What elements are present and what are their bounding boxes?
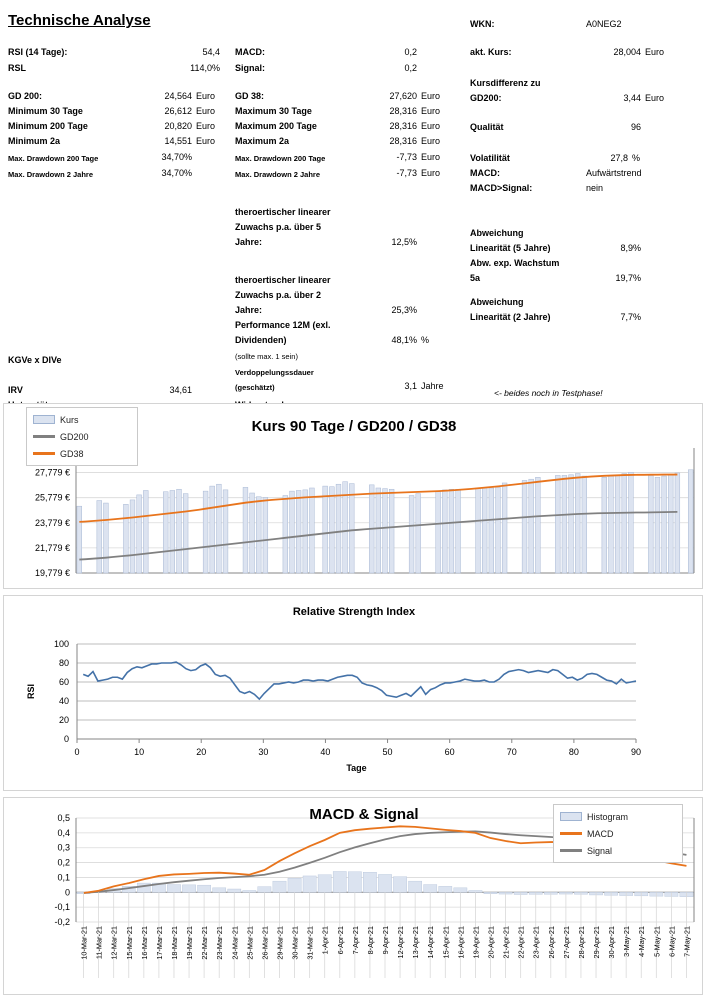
svg-text:23,779 €: 23,779 € xyxy=(34,517,70,528)
svg-text:70: 70 xyxy=(506,747,517,757)
legend-item-gd38 xyxy=(33,445,131,462)
legend-item-signal xyxy=(560,842,676,859)
svg-text:90: 90 xyxy=(630,747,642,757)
field-value-perf12m: 48,1% xyxy=(391,335,417,345)
field-unit-max200: Euro xyxy=(421,121,441,131)
svg-text:24-Mar-21: 24-Mar-21 xyxy=(230,926,240,960)
field-label-dd200-b: Max. Drawdown 200 Tage xyxy=(235,154,326,163)
field-label-gd38: GD 38: xyxy=(235,91,265,101)
svg-text:0,2: 0,2 xyxy=(57,857,70,868)
field-value-irv: 34,61 xyxy=(169,385,192,395)
svg-text:14-Apr-21: 14-Apr-21 xyxy=(426,926,436,959)
note-testphase: <- beides noch in Testphase! xyxy=(494,388,603,398)
svg-text:80: 80 xyxy=(568,747,579,757)
svg-text:10-Mar-21: 10-Mar-21 xyxy=(79,926,89,960)
technical-analysis-header xyxy=(0,0,706,400)
field-label-volatilitaet: Volatilität xyxy=(470,153,510,163)
chart-rsi-title: Relative Strength Index xyxy=(292,606,416,618)
field-value-verdopplung: 3,1 xyxy=(404,381,417,391)
field-label-akt-kurs: akt. Kurs: xyxy=(470,47,512,57)
svg-text:0,1: 0,1 xyxy=(57,872,70,883)
svg-text:20: 20 xyxy=(58,715,69,725)
field-label-dd2y-b: Max. Drawdown 2 Jahre xyxy=(235,170,321,179)
field-value-max2a: 28,316 xyxy=(389,136,417,146)
field-label-signal: Signal: xyxy=(235,63,266,73)
svg-text:7-Apr-21: 7-Apr-21 xyxy=(350,926,360,955)
field-label-kgve-dive: KGVe x DIVe xyxy=(8,355,62,365)
svg-text:0,5: 0,5 xyxy=(57,813,70,823)
field-value-rsi: 54,4 xyxy=(202,47,220,57)
page-title: Technische Analyse xyxy=(8,12,151,29)
svg-text:1-Apr-21: 1-Apr-21 xyxy=(320,926,330,955)
field-unit-dd200-b: Euro xyxy=(421,152,441,162)
field-label-sollte-max: (sollte max. 1 sein) xyxy=(235,352,298,361)
field-value-max200: 28,316 xyxy=(389,121,417,131)
field-unit-max30: Euro xyxy=(421,106,441,116)
chart-macd-title: MACD & Signal xyxy=(309,806,419,823)
chart-macd xyxy=(3,797,703,995)
field-value-min30: 26,612 xyxy=(164,106,192,116)
field-label-lin2-2: Zuwachs p.a. über 2 xyxy=(235,290,322,300)
svg-text:30-Apr-21: 30-Apr-21 xyxy=(607,926,617,959)
legend-item-gd200 xyxy=(33,428,131,445)
legend-swatch-gd38-icon xyxy=(33,452,55,455)
field-label-verdopplung-1: Verdoppelungssdauer xyxy=(235,368,314,377)
svg-text:40: 40 xyxy=(320,747,331,757)
field-value-gd200: 24,564 xyxy=(164,91,192,101)
field-value-dd2y-b: -7,73 xyxy=(396,168,417,178)
field-unit-min30: Euro xyxy=(196,106,216,116)
field-label-verdopplung-2: (geschätzt) xyxy=(235,383,275,392)
svg-text:0,4: 0,4 xyxy=(57,827,70,838)
svg-text:19,779 €: 19,779 € xyxy=(34,568,70,578)
svg-text:27,779 €: 27,779 € xyxy=(34,467,70,478)
field-value-gd38: 27,620 xyxy=(389,91,417,101)
svg-text:-0,2: -0,2 xyxy=(54,917,70,927)
field-value-macd-gt-signal: nein xyxy=(586,183,604,193)
field-label-lin5-2: Zuwachs p.a. über 5 xyxy=(235,222,322,232)
legend-swatch-histogram-icon xyxy=(560,812,582,821)
field-value-wkn: A0NEG2 xyxy=(586,19,622,29)
svg-text:25-Mar-21: 25-Mar-21 xyxy=(245,926,255,960)
field-value-volatilitaet: 27,8 xyxy=(610,153,628,163)
svg-text:50: 50 xyxy=(382,747,393,757)
field-value-dd200-b: -7,73 xyxy=(396,152,417,162)
field-unit-kursdiff: Euro xyxy=(645,93,665,103)
svg-text:31-Mar-21: 31-Mar-21 xyxy=(305,926,315,960)
field-value-abw-exp: 19,7% xyxy=(615,273,641,283)
field-label-lin5-1: theroertischer linearer xyxy=(235,207,331,217)
svg-text:12-Apr-21: 12-Apr-21 xyxy=(396,926,406,959)
svg-text:28-Apr-21: 28-Apr-21 xyxy=(576,926,586,959)
chart-kurs-90-tage xyxy=(3,403,703,589)
field-label-dd2y: Max. Drawdown 2 Jahre xyxy=(8,170,94,179)
field-unit-dd2y-b: Euro xyxy=(421,168,441,178)
svg-text:0,3: 0,3 xyxy=(57,842,70,853)
field-label-perf12m-1: Performance 12M (exl. xyxy=(235,320,331,330)
svg-text:26-Mar-21: 26-Mar-21 xyxy=(260,926,270,960)
field-label-lin5-3: Jahre: xyxy=(235,237,263,247)
legend-label-gd38: GD38 xyxy=(60,448,84,459)
svg-text:12-Mar-21: 12-Mar-21 xyxy=(109,926,119,960)
svg-text:15-Mar-21: 15-Mar-21 xyxy=(124,926,134,960)
field-label-qualitaet: Qualität xyxy=(470,122,504,132)
field-unit-max2a: Euro xyxy=(421,136,441,146)
field-label-lin2-3: Jahre: xyxy=(235,305,263,315)
field-label-irv: IRV xyxy=(8,385,23,395)
field-value-akt-kurs: 28,004 xyxy=(613,47,641,57)
field-label-kursdiff-2: GD200: xyxy=(470,93,502,103)
svg-text:27-Apr-21: 27-Apr-21 xyxy=(561,926,571,959)
field-label-wkn: WKN: xyxy=(470,19,495,29)
field-label-max30: Maximum 30 Tage xyxy=(235,106,312,116)
svg-text:16-Mar-21: 16-Mar-21 xyxy=(139,926,149,960)
field-value-dd2y: 34,70% xyxy=(161,168,192,178)
field-label-rsi: RSI (14 Tage): xyxy=(8,47,68,57)
field-label-rsl: RSL xyxy=(8,63,26,73)
field-unit-gd38: Euro xyxy=(421,91,441,101)
field-label-min30: Minimum 30 Tage xyxy=(8,106,83,116)
legend-swatch-gd200-icon xyxy=(33,435,55,438)
svg-text:60: 60 xyxy=(444,747,455,757)
svg-text:60: 60 xyxy=(58,677,69,687)
svg-text:20: 20 xyxy=(196,747,207,757)
svg-text:25,779 €: 25,779 € xyxy=(34,492,70,503)
svg-text:3-May-21: 3-May-21 xyxy=(622,926,632,957)
svg-text:23-Apr-21: 23-Apr-21 xyxy=(531,926,541,959)
svg-text:40: 40 xyxy=(58,696,69,706)
svg-text:30: 30 xyxy=(258,747,269,757)
field-label-abw-lin5-2: Linearität (5 Jahre) xyxy=(470,243,551,253)
svg-text:18-Mar-21: 18-Mar-21 xyxy=(169,926,179,960)
field-value-dd200: 34,70% xyxy=(161,152,192,162)
svg-text:16-Apr-21: 16-Apr-21 xyxy=(456,926,466,959)
svg-text:19-Apr-21: 19-Apr-21 xyxy=(471,926,481,959)
svg-text:RSI: RSI xyxy=(26,683,36,700)
svg-text:4-May-21: 4-May-21 xyxy=(637,926,647,957)
field-unit-akt-kurs: Euro xyxy=(645,47,665,57)
svg-text:23-Mar-21: 23-Mar-21 xyxy=(215,926,225,960)
chart-macd-legend xyxy=(553,804,683,863)
svg-text:19-Mar-21: 19-Mar-21 xyxy=(185,926,195,960)
svg-text:10: 10 xyxy=(134,747,145,757)
field-value-qualitaet: 96 xyxy=(630,122,641,132)
svg-text:0: 0 xyxy=(63,734,69,744)
svg-text:6-Apr-21: 6-Apr-21 xyxy=(335,926,345,955)
svg-text:9-Apr-21: 9-Apr-21 xyxy=(381,926,390,955)
field-value-max30: 28,316 xyxy=(389,106,417,116)
svg-text:15-Apr-21: 15-Apr-21 xyxy=(441,926,451,959)
legend-item-histogram xyxy=(560,808,676,825)
field-label-max200: Maximum 200 Tage xyxy=(235,121,317,131)
chart-kurs-title: Kurs 90 Tage / GD200 / GD38 xyxy=(251,418,457,435)
legend-item-kurs xyxy=(33,411,131,428)
svg-text:26-Apr-21: 26-Apr-21 xyxy=(546,926,556,959)
legend-label-gd200: GD200 xyxy=(60,431,89,442)
field-unit-min2a: Euro xyxy=(196,136,216,146)
field-label-max2a: Maximum 2a xyxy=(235,136,290,146)
svg-text:29-Apr-21: 29-Apr-21 xyxy=(592,926,602,959)
field-value-macd: 0,2 xyxy=(404,47,417,57)
svg-text:30-Mar-21: 30-Mar-21 xyxy=(290,926,300,960)
field-label-abw-lin5-1: Abweichung xyxy=(470,228,524,238)
field-label-macd-trend: MACD: xyxy=(470,168,500,178)
legend-swatch-kurs-icon xyxy=(33,415,55,424)
field-unit-gd200: Euro xyxy=(196,91,216,101)
legend-label-histogram: Histogram xyxy=(587,811,629,822)
svg-text:6-May-21: 6-May-21 xyxy=(667,926,677,957)
legend-label-macd: MACD xyxy=(587,828,614,839)
svg-text:11-Mar-21: 11-Mar-21 xyxy=(94,926,104,960)
svg-text:0: 0 xyxy=(64,887,70,898)
field-value-min2a: 14,551 xyxy=(164,136,192,146)
svg-text:21-Apr-21: 21-Apr-21 xyxy=(501,926,511,959)
field-label-abw-lin2-2: Linearität (2 Jahre) xyxy=(470,312,551,322)
field-unit-perf12m: % xyxy=(421,335,430,345)
field-label-perf12m-2: Dividenden) xyxy=(235,335,287,345)
svg-text:100: 100 xyxy=(53,639,69,649)
field-label-min2a: Minimum 2a xyxy=(8,136,61,146)
legend-label-signal: Signal xyxy=(587,845,613,856)
svg-text:-0,1: -0,1 xyxy=(54,902,70,913)
field-label-kursdiff-1: Kursdifferenz zu xyxy=(470,78,541,88)
field-value-min200: 20,820 xyxy=(164,121,192,131)
legend-item-macd xyxy=(560,825,676,842)
chart-kurs-legend xyxy=(26,407,138,466)
chart-rsi-plot xyxy=(4,596,702,790)
legend-label-kurs: Kurs xyxy=(60,414,79,425)
field-value-abw-lin2: 7,7% xyxy=(620,312,641,322)
svg-text:5-May-21: 5-May-21 xyxy=(652,926,662,957)
field-unit-min200: Euro xyxy=(196,121,216,131)
svg-text:21,779 €: 21,779 € xyxy=(34,542,70,553)
field-value-abw-lin5: 8,9% xyxy=(620,243,641,253)
field-label-abw-exp-2: 5a xyxy=(470,273,481,283)
field-value-lin2: 25,3% xyxy=(391,305,417,315)
svg-text:29-Mar-21: 29-Mar-21 xyxy=(275,926,285,960)
field-label-dd200: Max. Drawdown 200 Tage xyxy=(8,154,99,163)
svg-text:0: 0 xyxy=(74,747,80,757)
field-label-gd200: GD 200: xyxy=(8,91,43,101)
field-label-macd: MACD: xyxy=(235,47,265,57)
field-unit-volatilitaet: % xyxy=(632,153,641,163)
svg-text:20-Apr-21: 20-Apr-21 xyxy=(486,926,496,959)
chart-rsi xyxy=(3,595,703,791)
field-unit-verdopplung: Jahre xyxy=(421,381,444,391)
svg-text:22-Apr-21: 22-Apr-21 xyxy=(516,926,526,959)
field-value-signal: 0,2 xyxy=(404,63,417,73)
field-label-abw-lin2-1: Abweichung xyxy=(470,297,524,307)
svg-text:8-Apr-21: 8-Apr-21 xyxy=(365,926,375,955)
svg-text:Tage: Tage xyxy=(346,763,367,773)
field-label-abw-exp-1: Abw. exp. Wachstum xyxy=(470,258,560,268)
svg-text:17-Mar-21: 17-Mar-21 xyxy=(154,926,164,960)
svg-text:13-Apr-21: 13-Apr-21 xyxy=(411,926,421,959)
field-value-kursdiff: 3,44 xyxy=(623,93,641,103)
svg-text:22-Mar-21: 22-Mar-21 xyxy=(200,926,210,960)
legend-swatch-macd-icon xyxy=(560,832,582,835)
field-value-rsl: 114,0% xyxy=(190,63,220,73)
field-label-lin2-1: theroertischer linearer xyxy=(235,275,331,285)
svg-text:80: 80 xyxy=(58,658,69,668)
field-label-macd-gt-signal: MACD>Signal: xyxy=(470,183,533,193)
field-value-lin5: 12,5% xyxy=(391,237,417,247)
legend-swatch-signal-icon xyxy=(560,849,582,852)
svg-text:7-May-21: 7-May-21 xyxy=(682,926,692,957)
field-value-macd-trend: Aufwärtstrend xyxy=(586,168,642,178)
field-label-min200: Minimum 200 Tage xyxy=(8,121,88,131)
